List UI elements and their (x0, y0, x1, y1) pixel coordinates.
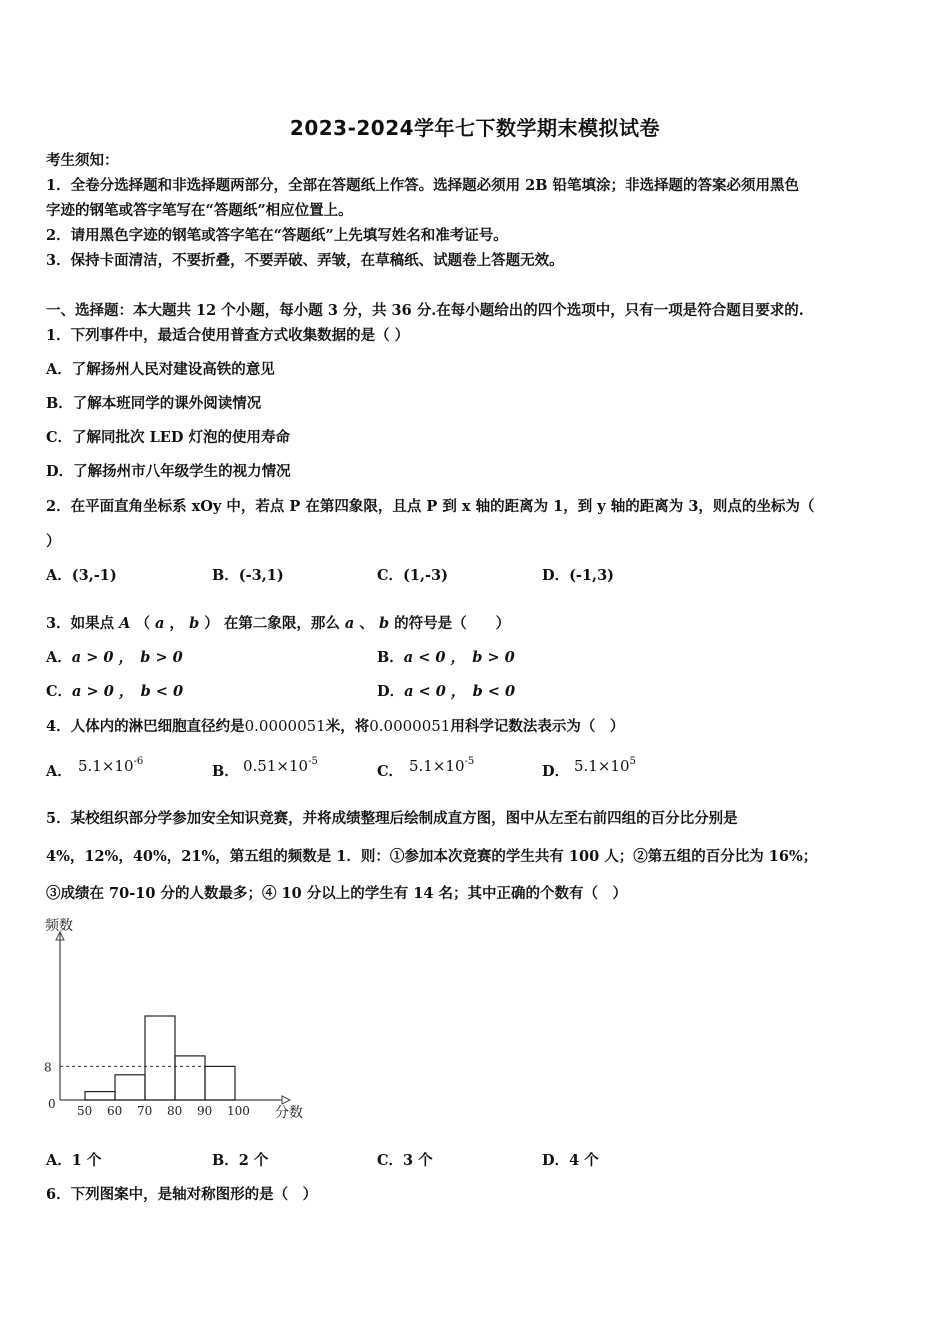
q5-option-a: A．1 个 (46, 1152, 102, 1169)
q2-option-a: A．(3,-1) (46, 567, 117, 584)
q4-option-d-label: D． (542, 763, 570, 780)
y-axis-label: 频数 (45, 918, 73, 934)
q4-option-b-base: 0.51×10 (243, 757, 309, 775)
q3-option-a (46, 648, 183, 668)
q4-stem-suffix: 用科学记数法表示为（ ） (450, 718, 625, 735)
q3-stem-suffix: 在第二象限，那么 (223, 615, 340, 632)
q2-option-c: C．(1,-3) (377, 567, 449, 584)
histogram-bars (60, 1016, 235, 1100)
q5-option-b: B．2 个 (212, 1152, 269, 1169)
q4-option-d-expr (574, 752, 636, 777)
x-tick-label: 50 (77, 1104, 93, 1118)
q4-option-b-exp: -5 (308, 756, 318, 767)
q3-var-a-2: a (344, 615, 355, 632)
q1-option-b: B．了解本班同学的课外阅读情况 (46, 395, 262, 412)
q3-option-d-label: D． (377, 683, 405, 700)
q3-option-a-label: A． (46, 649, 72, 666)
q4-option-c-expr (409, 752, 474, 777)
x-tick-label: 60 (107, 1104, 123, 1118)
x-tick-label: 90 (197, 1104, 213, 1118)
histogram-bar (85, 1092, 115, 1100)
page-title: 2023-2024学年七下数学期末模拟试卷 (289, 116, 661, 140)
q3-option-c (46, 682, 183, 702)
q3-var-b: b (189, 615, 200, 632)
q4-option-d-base: 5.1×10 (574, 757, 630, 775)
q5-option-d: D．4 个 (542, 1152, 599, 1169)
q3-separator: 、 (359, 615, 374, 632)
q3-option-a-expr: a > 0 ， b > 0 (71, 649, 183, 666)
q4-number-2: 0.0000051 (369, 717, 451, 735)
q3-paren-close: ） (204, 615, 219, 632)
q3-comma: ， (169, 615, 185, 632)
q4-option-a-label: A． (46, 763, 72, 780)
q4-option-b-label: B． (212, 763, 239, 780)
histogram-bar (205, 1066, 235, 1100)
q1-option-a: A．了解扬州人民对建设高铁的意见 (46, 361, 275, 378)
q3-stem-end: 的符号是（ ） (394, 615, 511, 632)
notice-item-1-cont: 字迹的钢笔或答字笔写在“答题纸”相应位置上。 (46, 202, 353, 219)
q2-stem-end: ） (46, 533, 61, 550)
histogram-axes (56, 932, 290, 1104)
q4-option-c-exp: -5 (464, 756, 475, 767)
x-tick-label: 100 (227, 1104, 250, 1118)
q4-option-c-label: C． (377, 763, 404, 780)
q4-number: 0.0000051 (244, 717, 326, 735)
notice-item-3: 3．保持卡面清洁，不要折叠，不要弄破、弄皱，在草稿纸、试题卷上答题无效。 (46, 252, 564, 269)
x-axis-arrow (282, 1096, 290, 1104)
histogram-chart (30, 910, 330, 1132)
q3-option-d-expr: a < 0 ， b < 0 (404, 683, 516, 700)
notice-heading: 考生须知： (46, 152, 119, 169)
histogram-bar (115, 1075, 145, 1100)
q3-var-b-2: b (378, 615, 390, 632)
y-tick-label: 8 (44, 1060, 52, 1075)
q3-option-b (377, 648, 515, 668)
q5-line-2: 4%，12%，40%，21%，第五组的频数是 1．则：①参加本次竞赛的学生共有 100 人；②第五组的百分比为 16%； (46, 848, 818, 865)
y-tick-label: 0 (48, 1097, 56, 1111)
x-axis-label: 分数 (275, 1105, 303, 1121)
q2-option-d: D．(-1,3) (542, 567, 615, 584)
q3-paren-open: （ (135, 615, 150, 632)
histogram-bar (175, 1056, 205, 1100)
q4-option-b-expr (243, 752, 318, 777)
q3-point-label: A (119, 615, 131, 632)
q3-option-c-expr: a > 0 ， b < 0 (72, 683, 184, 700)
x-tick-label: 70 (137, 1104, 153, 1118)
q1-option-d: D．了解扬州市八年级学生的视力情况 (46, 463, 291, 480)
q5-line-1: 5．某校组织部分学参加安全知识竞赛，并将成绩整理后绘制成直方图，图中从左至右前四组的百分比分别是 (46, 810, 738, 827)
q3-var-a: a (155, 615, 165, 632)
q4-option-c-base: 5.1×10 (409, 757, 465, 775)
q5-line-3: ③成绩在 70-10 分的人数最多；④ 10 分以上的学生有 14 名；其中正确的个数有（ ） (46, 885, 628, 902)
q3-option-b-label: B． (377, 649, 404, 666)
q4-option-d-exp: 5 (629, 756, 636, 767)
q5-option-c: C．3 个 (377, 1152, 433, 1169)
section-heading: 一、选择题：本大题共 12 个小题，每小题 3 分，共 36 分.在每小题给出的四个选项中，只有一项是符合题目要求的. (46, 302, 804, 319)
q1-option-c: C．了解同批次 LED 灯泡的使用寿命 (46, 429, 290, 446)
x-tick-label: 80 (167, 1104, 183, 1118)
histogram-bar (145, 1016, 175, 1100)
q4-option-a-exp: -6 (133, 756, 144, 767)
q3-option-c-label: C． (46, 683, 73, 700)
q4-stem-prefix: 4．人体内的淋巴细胞直径约是 (46, 718, 245, 735)
q4-stem (46, 716, 916, 737)
q2-option-b: B．(-3,1) (212, 567, 284, 584)
notice-item-1: 1．全卷分选择题和非选择题两部分，全部在答题纸上作答。选择题必须用 2B 铅笔填涂；非选择题的答案必须用黑色 (46, 177, 800, 194)
q4-option-a-base: 5.1×10 (78, 757, 134, 775)
q1-stem: 1．下列事件中，最适合使用普查方式收集数据的是（ ） (46, 327, 410, 344)
q3-option-d (377, 682, 515, 702)
q4-stem-mid: 米，将 (325, 718, 370, 735)
q6-stem: 6．下列图案中，是轴对称图形的是（ ） (46, 1186, 318, 1203)
notice-item-2: 2．请用黑色字迹的钢笔或答字笔在“答题纸”上先填写姓名和准考证号。 (46, 227, 508, 244)
q4-option-a-expr (78, 752, 143, 777)
histogram-labels (44, 917, 303, 1121)
q3-stem-prefix: 3．如果点 (46, 615, 115, 632)
q2-stem: 2．在平面直角坐标系 xOy 中，若点 P 在第四象限，且点 P 到 x 轴的距离为 1，到 y 轴的距离为 3，则点的坐标为（ (46, 498, 815, 515)
q3-option-b-expr: a < 0 ， b > 0 (403, 649, 515, 666)
q3-stem (46, 614, 916, 634)
